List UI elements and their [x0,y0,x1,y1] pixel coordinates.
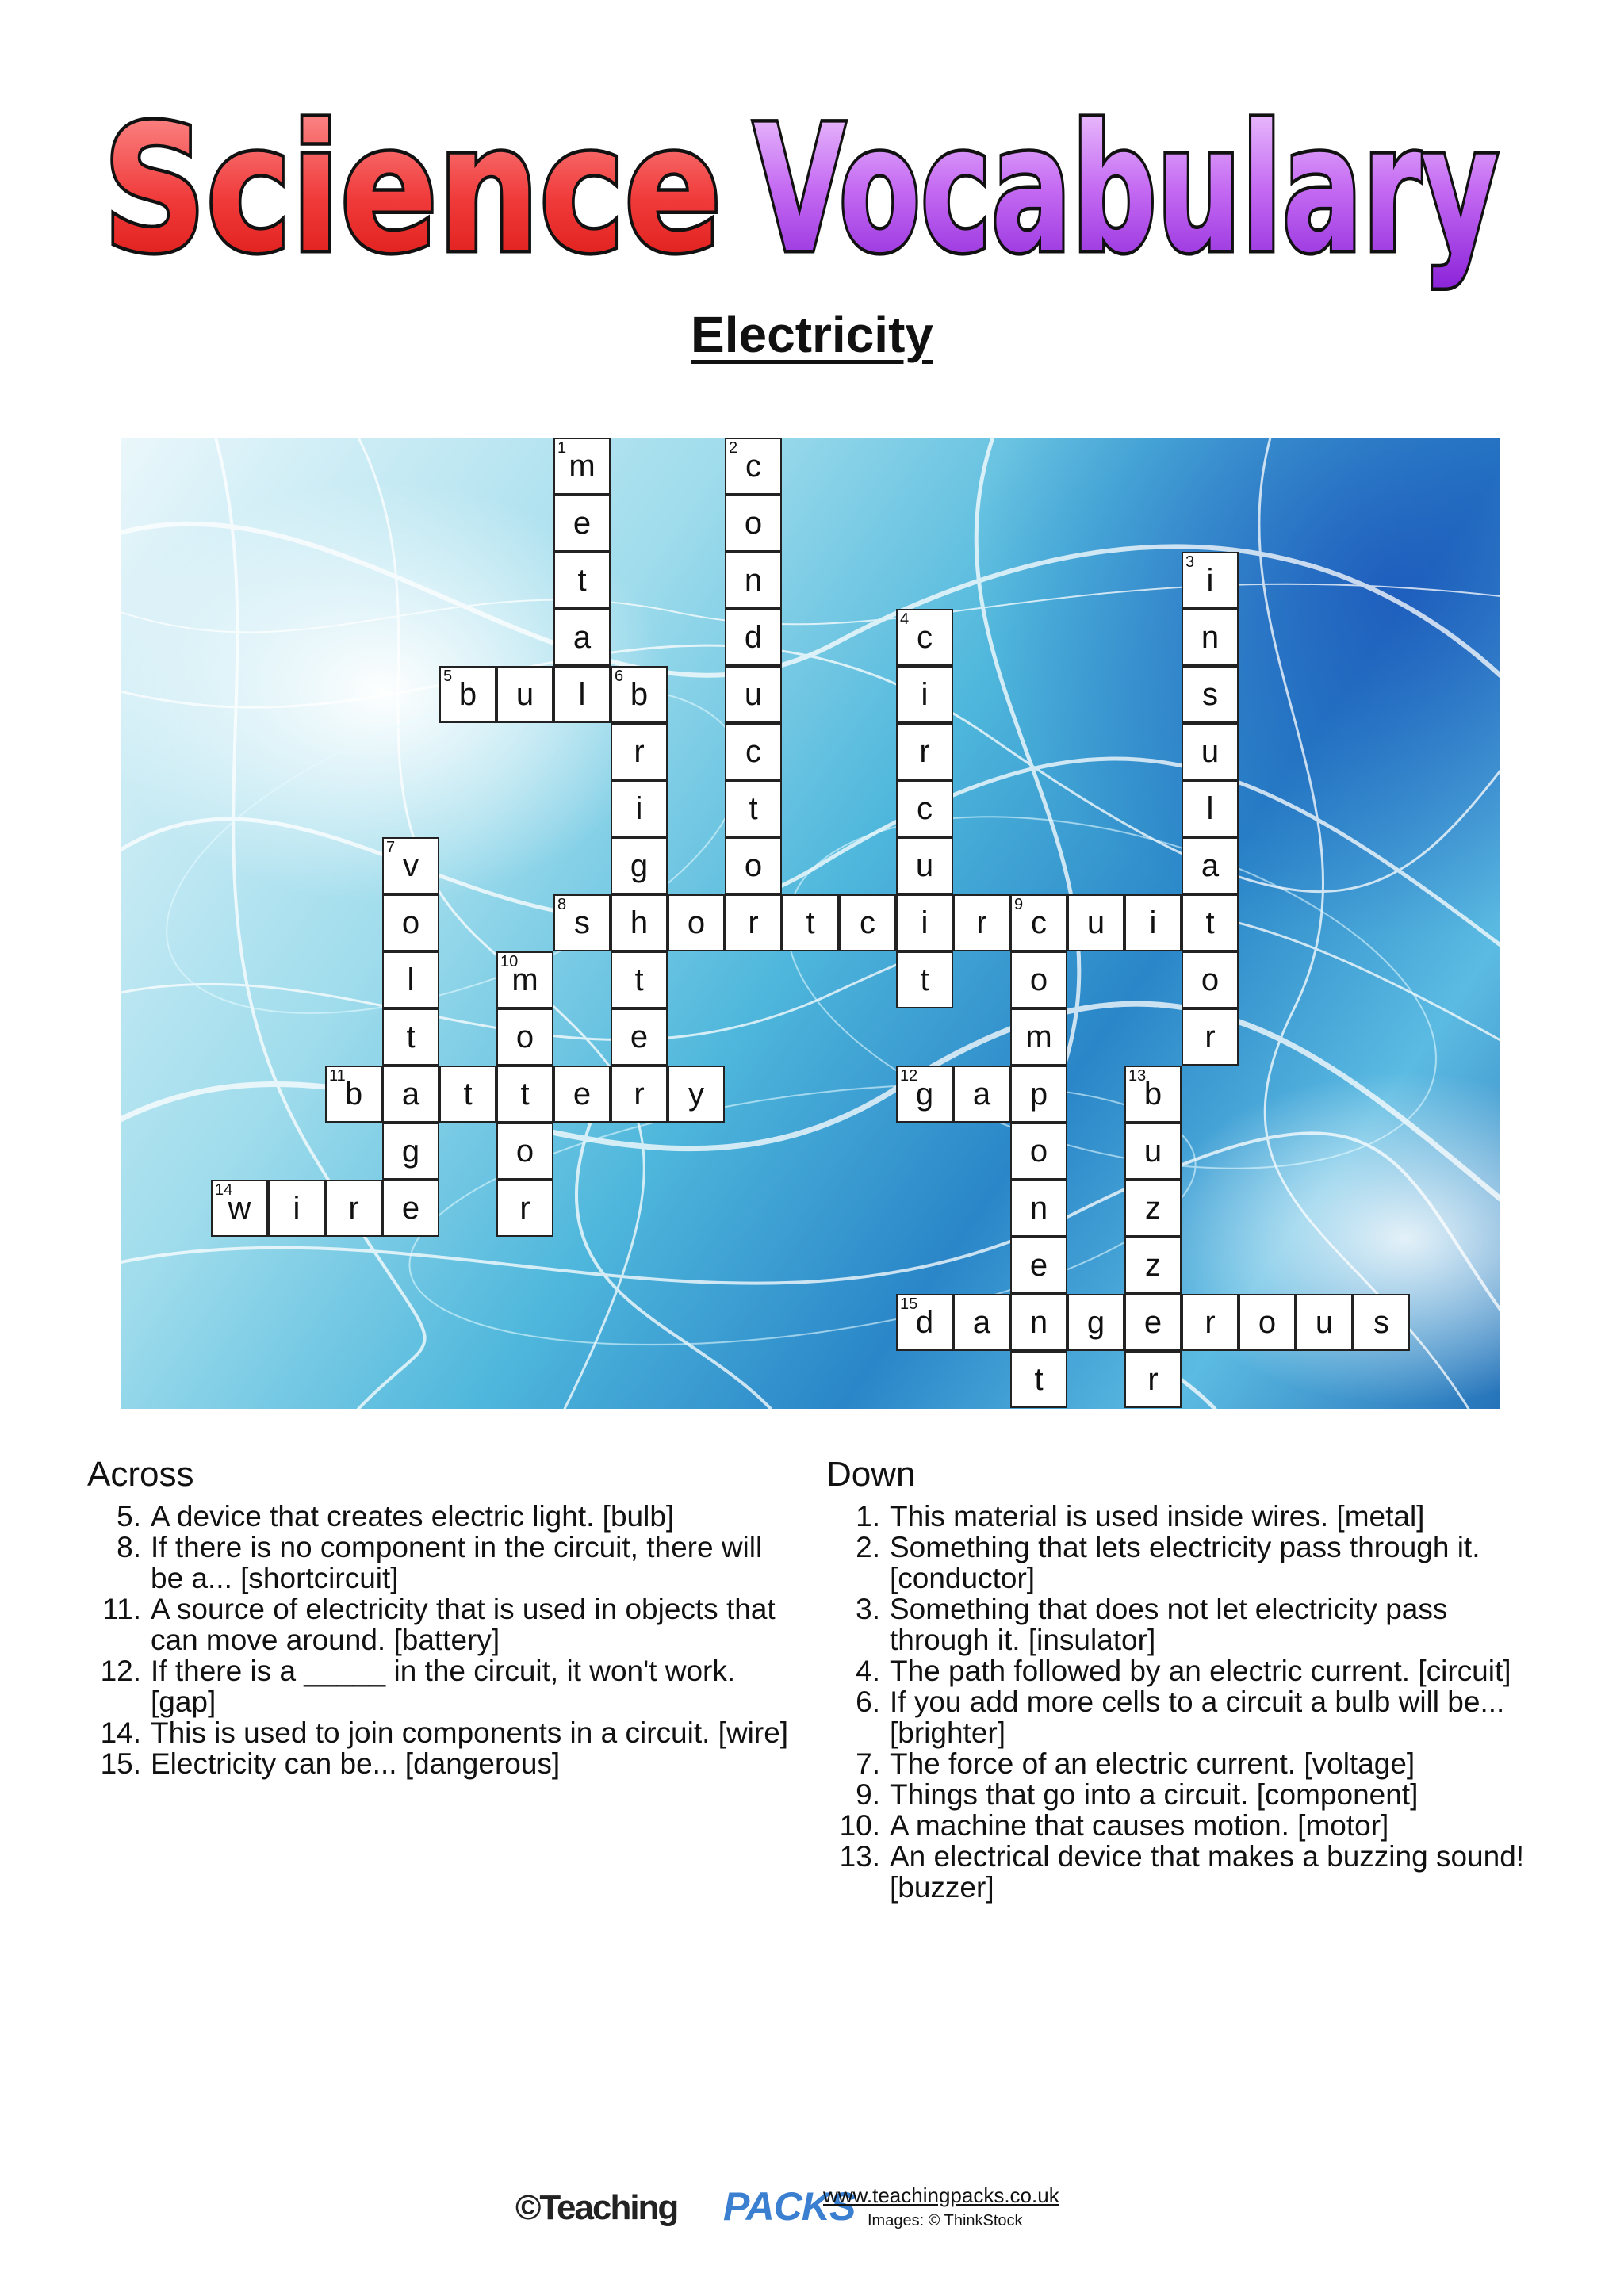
crossword-cell[interactable] [1182,1008,1239,1066]
cell-letter: i [293,1191,301,1226]
cell-letter: c [917,620,933,655]
down-clues [826,1455,1540,1903]
crossword-cell[interactable] [896,780,953,837]
crossword-cell[interactable] [553,552,611,609]
clue-number: 3. [856,1593,880,1625]
cell-letter: m [511,962,538,997]
crossword-cell[interactable] [896,951,953,1008]
cell-letter: r [1205,1305,1216,1340]
cell-letter: n [744,563,763,598]
footer-brand-teaching: ©Teaching [515,2188,678,2227]
cell-letter: o [744,848,763,883]
crossword-cell[interactable] [1353,1294,1410,1351]
crossword-cell[interactable] [725,780,782,837]
clue-number: 6. [856,1686,880,1718]
crossword-cell[interactable] [553,438,611,495]
footer [0,2172,1624,2244]
across-clue [87,1655,801,1717]
crossword-cell[interactable] [725,609,782,666]
cell-letter: e [573,1077,592,1112]
crossword-cell[interactable] [896,894,953,951]
crossword-cell[interactable] [1124,1123,1182,1180]
crossword-cell[interactable] [1010,894,1067,951]
cell-letter: d [744,620,763,655]
crossword-cell[interactable] [1182,666,1239,723]
crossword-cell[interactable] [325,1180,382,1237]
cell-letter: i [635,791,643,826]
cell-clue-number: 1 [557,439,567,457]
crossword-cell[interactable] [382,1180,439,1237]
down-clue-list [826,1501,1540,1903]
cell-letter: o [1029,1134,1048,1169]
across-heading: Across [87,1455,194,1494]
cell-clue-number: 10 [500,953,519,970]
cell-letter: e [1029,1248,1048,1283]
crossword-cell[interactable] [1182,837,1239,894]
cell-letter: b [1143,1077,1162,1112]
cell-letter: t [520,1077,530,1112]
down-clue [826,1810,1540,1841]
cell-letter: i [921,905,929,940]
cell-letter: r [519,1191,530,1226]
crossword-cell[interactable] [953,1294,1010,1351]
cell-letter: n [1029,1191,1048,1226]
crossword-cell[interactable] [953,894,1010,951]
crossword-cell[interactable] [611,666,668,723]
down-clue [826,1748,1540,1779]
crossword-cell[interactable] [1239,1294,1296,1351]
crossword-cell[interactable] [496,1008,553,1066]
cell-clue-number: 13 [1128,1067,1147,1085]
cell-letter: i [921,677,929,712]
across-clue [87,1717,801,1748]
cell-letter: c [1031,905,1047,940]
crossword-cell[interactable] [725,723,782,780]
worksheet-subtitle: Electricity [691,306,933,363]
crossword-cell[interactable] [725,837,782,894]
cell-letter: t [463,1077,473,1112]
crossword-cell[interactable] [553,609,611,666]
cell-letter: b [344,1077,363,1112]
crossword-cell[interactable] [553,894,611,951]
worksheet-title [0,48,1624,317]
crossword-cell[interactable] [1182,780,1239,837]
cell-letter: o [1029,962,1048,997]
crossword-cell[interactable] [496,951,553,1008]
cell-letter: r [919,734,930,769]
crossword-cell[interactable] [553,1066,611,1123]
cell-clue-number: 11 [329,1067,346,1085]
crossword-cell[interactable] [1067,894,1124,951]
down-clue [826,1655,1540,1686]
crossword-cell[interactable] [896,837,953,894]
clue-number: 5. [117,1500,141,1533]
cell-letter: u [1086,905,1105,940]
down-clue [826,1686,1540,1748]
cell-clue-number: 6 [615,668,624,685]
cell-letter: t [634,962,644,997]
clue-number: 13. [839,1840,880,1873]
footer-image-credit: Images: © ThinkStock [868,2212,1023,2229]
crossword-cell[interactable] [1296,1294,1353,1351]
cell-letter: r [1205,1020,1216,1054]
crossword-cell[interactable] [896,666,953,723]
clue-number: 15. [100,1747,141,1780]
crossword-cell[interactable] [211,1180,268,1237]
crossword-cell[interactable] [496,1066,553,1123]
crossword-cell[interactable] [611,951,668,1008]
crossword-cell[interactable] [668,1066,725,1123]
cell-letter: a [972,1077,991,1112]
cell-letter: a [573,620,592,655]
clue-text: A source of electricity that is used in objects that can move around. [battery] [151,1593,776,1656]
crossword-cell[interactable] [496,1180,553,1237]
clue-text: Things that go into a circuit. [component] [890,1778,1419,1811]
crossword-cell[interactable] [1124,1294,1182,1351]
cell-letter: o [515,1020,534,1054]
cell-letter: e [573,506,592,541]
crossword-cell[interactable] [1010,1294,1067,1351]
cell-clue-number: 3 [1185,553,1195,571]
clue-text: A device that creates electric light. [bulb] [151,1500,675,1533]
cell-letter: g [915,1077,934,1112]
crossword-cell[interactable] [782,894,839,951]
clue-number: 11. [102,1593,141,1625]
cell-letter: n [1201,620,1220,655]
crossword-cell[interactable] [325,1066,382,1123]
cell-letter: t [1034,1362,1044,1397]
crossword-cell[interactable] [1124,1180,1182,1237]
crossword-cell[interactable] [1010,1066,1067,1123]
clue-number: 12. [100,1655,141,1687]
cell-letter: p [1029,1077,1048,1112]
cell-letter: i [1149,905,1157,940]
crossword-cell[interactable] [611,723,668,780]
crossword-cell[interactable] [382,894,439,951]
crossword-cell[interactable] [1124,1351,1182,1408]
cell-clue-number: 14 [215,1181,233,1199]
cell-letter: a [1201,848,1220,883]
clue-text: Something that does not let electricity pass through it. [insulator] [890,1593,1448,1656]
cell-clue-number: 8 [557,896,567,913]
clue-text: This is used to join components in a circuit. [wire] [151,1716,789,1749]
crossword-cell[interactable] [725,666,782,723]
crossword-cell[interactable] [1067,1294,1124,1351]
cell-letter: t [749,791,758,826]
cell-letter: n [1029,1305,1048,1340]
cell-letter: t [577,563,587,598]
crossword-cell[interactable] [725,438,782,495]
crossword-cell[interactable] [382,1008,439,1066]
cell-clue-number: 4 [900,610,910,628]
crossword-cell[interactable] [668,894,725,951]
cell-letter: c [745,449,761,484]
crossword-cell[interactable] [1124,894,1182,951]
crossword-cell[interactable] [1010,1180,1067,1237]
crossword-cell[interactable] [725,495,782,552]
cell-letter: t [406,1020,416,1054]
across-clue-list [87,1501,801,1779]
cell-letter: a [972,1305,991,1340]
cell-letter: c [917,791,933,826]
crossword-cell[interactable] [1182,552,1239,609]
crossword-cell[interactable] [553,495,611,552]
cell-letter: l [1206,791,1214,826]
cell-clue-number: 9 [1014,896,1024,913]
crossword-cell[interactable] [953,1066,1010,1123]
cell-letter: h [630,905,649,940]
cell-letter: r [634,734,645,769]
cell-letter: r [1147,1362,1159,1397]
crossword-cell[interactable] [496,1123,553,1180]
cell-letter: r [976,905,987,940]
cell-letter: o [401,905,420,940]
cell-letter: e [1143,1305,1162,1340]
crossword-cell[interactable] [382,1066,439,1123]
crossword-cell[interactable] [1010,951,1067,1008]
cell-letter: m [569,449,596,484]
clue-text: If there is no component in the circuit, there will be a... [shortcircuit] [151,1531,763,1594]
clue-number: 8. [117,1531,141,1563]
cell-letter: r [348,1191,359,1226]
cell-letter: u [1315,1305,1334,1340]
cell-letter: e [630,1020,649,1054]
cell-letter: t [806,905,815,940]
across-clue [87,1594,801,1655]
crossword-cell[interactable] [1182,951,1239,1008]
clue-text: This material is used inside wires. [metal] [890,1500,1425,1533]
across-clue [87,1532,801,1594]
cell-letter: r [748,905,759,940]
cell-letter: o [515,1134,534,1169]
crossword-cell[interactable] [382,951,439,1008]
crossword-cell[interactable] [1182,609,1239,666]
crossword-cell[interactable] [382,1123,439,1180]
clue-text: An electrical device that makes a buzzing sound! [buzzer] [890,1840,1525,1904]
cell-letter: u [744,677,763,712]
cell-letter: u [1143,1134,1162,1169]
clue-number: 4. [856,1655,880,1687]
crossword-cell[interactable] [611,780,668,837]
cell-letter: b [630,677,649,712]
crossword-cell[interactable] [439,1066,496,1123]
crossword-cell[interactable] [839,894,896,951]
cell-clue-number: 7 [386,839,396,856]
crossword-cell[interactable] [1124,1066,1182,1123]
across-clues [87,1455,801,1779]
cell-letter: g [401,1134,420,1169]
cell-letter: s [1373,1305,1389,1340]
clue-text: If there is a _____ in the circuit, it won't work. [gap] [151,1655,736,1718]
cell-letter: i [1206,563,1214,598]
crossword-cell[interactable] [382,837,439,894]
down-heading: Down [826,1455,916,1494]
cell-letter: o [687,905,706,940]
down-clue [826,1779,1540,1810]
crossword-panel [121,438,1500,1409]
crossword-cell[interactable] [896,1066,953,1123]
clue-text: If you add more cells to a circuit a bulb will be... [brighter] [890,1686,1505,1749]
cell-letter: a [401,1077,420,1112]
cell-letter: c [860,905,875,940]
crossword-cell[interactable] [1010,1237,1067,1294]
clue-number: 7. [856,1747,880,1780]
cell-clue-number: 12 [900,1067,918,1085]
crossword-cell[interactable] [896,1294,953,1351]
cell-letter: s [574,905,590,940]
cell-clue-number: 15 [900,1295,918,1313]
cell-letter: d [915,1305,934,1340]
cell-letter: m [1025,1020,1052,1054]
crossword-cell[interactable] [553,666,611,723]
title-science: Science [103,88,722,291]
crossword-cell[interactable] [1182,894,1239,951]
cell-letter: u [915,848,934,883]
crossword-cell[interactable] [725,894,782,951]
crossword-cell[interactable] [268,1180,325,1237]
clue-text: Electricity can be... [dangerous] [151,1747,561,1780]
crossword-cell[interactable] [611,837,668,894]
cell-letter: l [578,677,586,712]
cell-clue-number: 2 [729,439,738,457]
crossword-cell[interactable] [1010,1123,1067,1180]
across-clue [87,1501,801,1532]
clue-text: The force of an electric current. [voltage] [890,1747,1415,1780]
cell-letter: o [1258,1305,1277,1340]
cell-letter: o [744,506,763,541]
cell-letter: w [228,1191,251,1226]
cell-letter: t [1205,905,1215,940]
clue-number: 1. [856,1500,880,1533]
crossword-cell[interactable] [496,666,553,723]
cell-letter: l [407,962,415,997]
crossword-cell[interactable] [1124,1237,1182,1294]
down-clue [826,1594,1540,1655]
crossword-cell[interactable] [1182,723,1239,780]
down-clue [826,1532,1540,1594]
crossword-cell[interactable] [439,666,496,723]
cell-letter: g [630,848,649,883]
footer-website-link[interactable]: www.teachingpacks.co.uk [823,2183,1059,2207]
cell-letter: t [920,962,929,997]
clue-text: The path followed by an electric current. [circuit] [890,1655,1511,1687]
cell-letter: s [1202,677,1218,712]
cell-letter: e [401,1191,420,1226]
clue-text: Something that lets electricity pass through it. [conductor] [890,1531,1480,1594]
cell-letter: c [745,734,761,769]
crossword-cell[interactable] [1010,1351,1067,1408]
crossword-cell[interactable] [725,552,782,609]
cell-letter: u [1201,734,1220,769]
down-clue [826,1501,1540,1532]
cell-letter: z [1145,1248,1161,1283]
crossword-cell[interactable] [611,894,668,951]
title-vocabulary: Vocabulary [753,88,1499,291]
clue-number: 14. [100,1716,141,1749]
cell-letter: r [634,1077,645,1112]
cell-letter: z [1145,1191,1161,1226]
cell-clue-number: 5 [443,668,453,685]
crossword-cell[interactable] [1182,1294,1239,1351]
cell-letter: g [1086,1305,1105,1340]
crossword-cell[interactable] [896,723,953,780]
down-clue [826,1841,1540,1903]
crossword-cell[interactable] [896,609,953,666]
crossword-cell[interactable] [611,1008,668,1066]
clue-text: A machine that causes motion. [motor] [890,1809,1389,1842]
crossword-cell[interactable] [1010,1008,1067,1066]
crossword-cell[interactable] [611,1066,668,1123]
cell-letter: y [688,1077,704,1112]
cell-letter: u [515,677,534,712]
footer-brand-packs: PACKS [723,2184,856,2229]
across-clue [87,1748,801,1779]
cell-letter: o [1201,962,1220,997]
clue-number: 2. [856,1531,880,1563]
clue-number: 10. [839,1809,880,1842]
clue-number: 9. [856,1778,880,1811]
cell-letter: b [458,677,477,712]
cell-letter: v [403,848,419,883]
